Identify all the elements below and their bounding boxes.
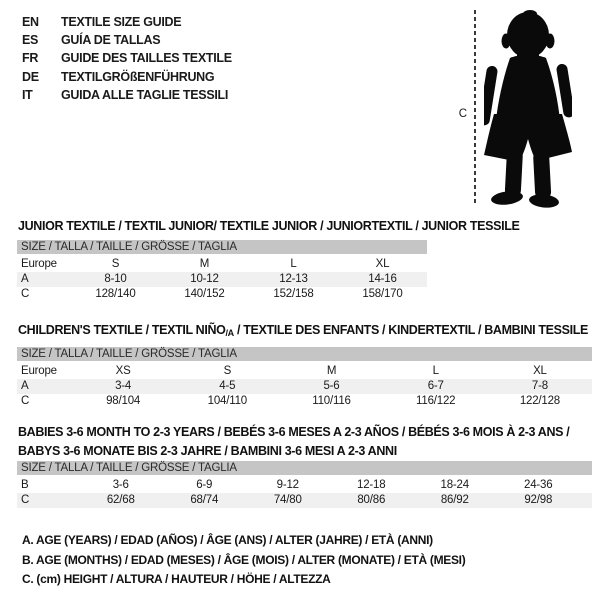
language-label: GUÍA DE TALLAS: [61, 33, 161, 48]
age-cell: 8-10: [104, 273, 127, 285]
height-figure: [447, 8, 597, 208]
babies-title-line2: BABYS 3-6 MONATE BIS 2-3 JAHRE / BAMBINI 3-6 MESI A 2-3 ANNI: [18, 444, 397, 458]
table-row: [17, 493, 592, 508]
table-row: [17, 257, 427, 272]
height-cell: 158/170: [362, 288, 403, 300]
language-label: TEXTILGRÖßENFÜHRUNG: [61, 69, 215, 84]
language-row-fr: [22, 49, 232, 67]
babies-section-title: [18, 423, 569, 461]
size-cell: M: [326, 365, 337, 377]
height-cell: 110/116: [312, 395, 351, 407]
size-cell: S: [111, 258, 120, 270]
age-cell: 24-36: [524, 479, 553, 491]
row-label: C: [21, 288, 30, 300]
baby-silhouette-icon: [484, 10, 572, 208]
row-label: A: [21, 273, 29, 285]
size-header-bar: SIZE / TALLA / TAILLE / GRÖSSE / TAGLIA: [17, 461, 592, 475]
junior-size-table: [17, 240, 427, 302]
language-row-de: [22, 68, 232, 86]
size-cell: XL: [375, 258, 390, 270]
age-cell: 12-18: [357, 479, 386, 491]
age-cell: 5-6: [323, 380, 340, 392]
height-cell: 68/74: [190, 494, 219, 506]
junior-section-title: JUNIOR TEXTILE / TEXTIL JUNIOR/ TEXTILE JUNIOR / JUNIORTEXTIL / JUNIOR TESSILE: [18, 219, 520, 233]
row-label: A: [21, 380, 29, 392]
age-cell: 6-9: [196, 479, 213, 491]
age-cell: 10-12: [190, 273, 219, 285]
row-label: Europe: [21, 365, 57, 377]
height-cell: 74/80: [273, 494, 302, 506]
language-row-en: [22, 13, 232, 31]
height-cell: 98/104: [106, 395, 141, 407]
size-cell: XL: [533, 365, 547, 377]
size-header-bar: SIZE / TALLA / TAILLE / GRÖSSE / TAGLIA: [17, 240, 427, 254]
row-label: Europe: [21, 258, 57, 270]
children-title-subscript: /A: [225, 328, 234, 338]
legend-line-b: B. AGE (MONTHS) / EDAD (MESES) / ÂGE (MOIS) / ALTER (MONATE) / ETÀ (MESI): [22, 552, 466, 567]
age-cell: 7-8: [531, 380, 548, 392]
row-label: B: [21, 479, 29, 491]
height-measure-label: C: [458, 108, 467, 120]
row-label: C: [21, 395, 30, 407]
language-code: IT: [22, 87, 33, 102]
row-label: C: [21, 494, 30, 506]
table-row: [17, 394, 592, 409]
height-cell: 92/98: [524, 494, 553, 506]
language-code: EN: [22, 15, 39, 29]
language-label: GUIDE DES TAILLES TEXTILE: [61, 51, 232, 66]
language-label: TEXTILE SIZE GUIDE: [61, 15, 182, 29]
table-row: [17, 379, 592, 394]
height-cell: 62/68: [106, 494, 135, 506]
height-cell: 122/128: [519, 395, 560, 407]
height-cell: 128/140: [95, 288, 136, 300]
children-size-table: [17, 347, 592, 409]
table-row: [17, 478, 592, 493]
age-cell: 3-6: [112, 479, 129, 491]
language-list: [22, 13, 232, 104]
measurement-legend: [22, 531, 465, 590]
age-cell: 18-24: [440, 479, 469, 491]
age-cell: 9-12: [276, 479, 299, 491]
height-cell: 104/110: [207, 395, 247, 407]
height-cell: 80/86: [357, 494, 386, 506]
legend-line-c: C. (cm) HEIGHT / ALTURA / HAUTEUR / HÖHE / ALTEZZA: [22, 572, 331, 586]
babies-size-table: [17, 461, 592, 508]
size-cell: L: [432, 365, 439, 377]
language-code: DE: [22, 69, 39, 84]
age-cell: 14-16: [368, 273, 397, 285]
age-cell: 6-7: [427, 380, 444, 392]
size-cell: S: [223, 365, 232, 377]
height-dashed-line: [474, 10, 476, 206]
table-row: [17, 364, 592, 379]
legend-line-a: A. AGE (YEARS) / EDAD (AÑOS) / ÂGE (ANS) / ALTER (JAHRE) / ETÀ (ANNI): [22, 533, 433, 547]
babies-title-line1: BABIES 3-6 MONTH TO 2-3 YEARS / BEBÉS 3-6 MESES A 2-3 AÑOS / BÉBÉS 3-6 MOIS À 2-3 ANS /: [18, 425, 570, 439]
age-cell: 12-13: [279, 273, 308, 285]
language-row-es: [22, 31, 232, 49]
size-cell: M: [199, 258, 210, 270]
children-title-pre: CHILDREN'S TEXTILE / TEXTIL NIÑO: [18, 323, 226, 337]
language-code: ES: [22, 33, 39, 48]
height-cell: 152/158: [273, 288, 314, 300]
language-row-it: [22, 86, 232, 104]
age-cell: 4-5: [219, 380, 236, 392]
age-cell: 3-4: [115, 380, 132, 392]
table-row: [17, 287, 427, 302]
height-cell: 116/122: [416, 395, 456, 407]
size-cell: XS: [115, 365, 131, 377]
size-cell: L: [290, 258, 297, 270]
height-cell: 140/152: [184, 288, 225, 300]
table-row: [17, 272, 427, 287]
language-code: FR: [22, 51, 39, 66]
language-label: GUIDA ALLE TAGLIE TESSILI: [61, 87, 229, 102]
height-cell: 86/92: [440, 494, 469, 506]
children-title-post: / TEXTILE DES ENFANTS / KINDERTEXTIL / BAMBINI TESSILE: [233, 323, 589, 337]
size-header-bar: SIZE / TALLA / TAILLE / GRÖSSE / TAGLIA: [17, 347, 592, 361]
children-section-title: [18, 321, 588, 341]
